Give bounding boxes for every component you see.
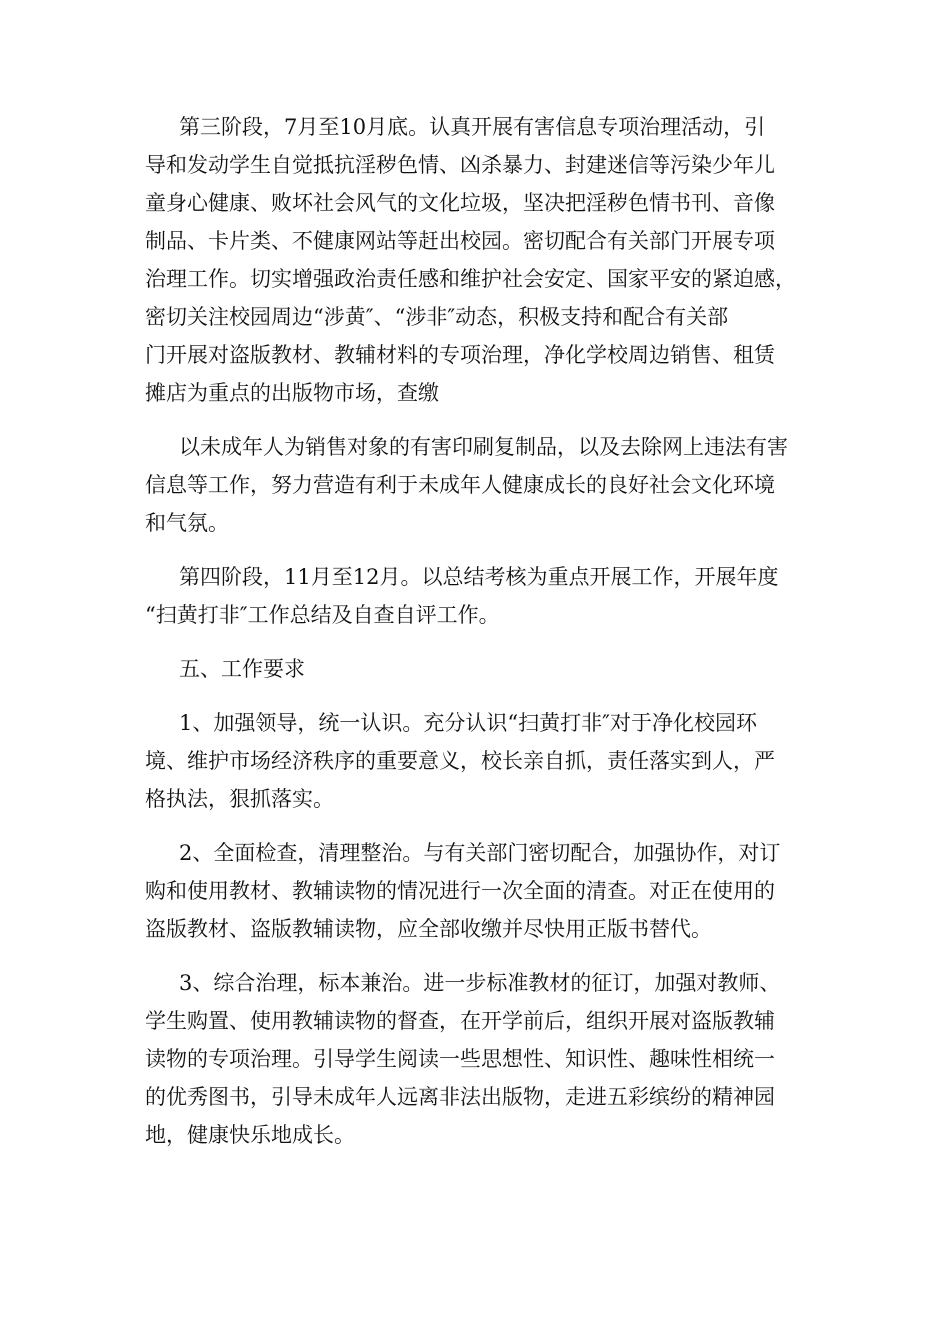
text-line: 3、综合治理，标本兼治。进一步标准教材的征订，加强对教师、 <box>179 971 781 995</box>
text-line: 2、全面检查，清理整治。与有关部门密切配合，加强协作，对订 <box>179 841 781 865</box>
text-line: 制品、卡片类、不健康网站等赶出校园。密切配合有关部门开展专项 <box>145 229 775 253</box>
text-line: 摊店为重点的出版物市场，查缴 <box>145 381 439 405</box>
text-line: 第三阶段，7月至10月底。认真开展有害信息专项治理活动，引 <box>179 115 766 139</box>
text-line: 治理工作。切实增强政治责任感和维护社会安定、国家平安的紧迫感， <box>145 267 796 291</box>
document-body <box>145 108 805 1170</box>
text-line: 的优秀图书，引导未成年人远离非法出版物，走进五彩缤纷的精神园 <box>145 1085 775 1109</box>
text-line: “扫黄打非″工作总结及自查自评工作。 <box>145 603 500 627</box>
text-line: 地，健康快乐地成长。 <box>145 1123 355 1147</box>
paragraph-requirement-1 <box>145 704 805 818</box>
paragraph-stage-four <box>145 558 805 634</box>
text-line: 境、维护市场经济秩序的重要意义，校长亲自抓，责任落实到人，严 <box>145 749 775 773</box>
paragraph-continuation <box>145 428 805 542</box>
text-line: 密切关注校园周边“涉黄″、“涉非″动态，积极支持和配合有关部 <box>145 305 729 329</box>
text-line: 导和发动学生自觉抵抗淫秽色情、凶杀暴力、封建迷信等污染少年儿 <box>145 153 775 177</box>
paragraph-requirement-2 <box>145 834 805 948</box>
text-line: 第四阶段，11月至12月。以总结考核为重点开展工作，开展年度 <box>179 565 779 589</box>
text-line: 和气氛。 <box>145 511 229 535</box>
text-line: 童身心健康、败坏社会风气的文化垃圾，坚决把淫秽色情书刊、音像 <box>145 191 775 215</box>
text-line: 以未成年人为销售对象的有害印刷复制品，以及去除网上违法有害 <box>179 435 788 459</box>
text-line: 门开展对盗版教材、教辅材料的专项治理，净化学校周边销售、租赁 <box>145 343 775 367</box>
text-line: 格执法，狠抓落实。 <box>145 787 334 811</box>
paragraph-stage-three <box>145 108 805 412</box>
text-line: 1、加强领导，统一认识。充分认识“扫黄打非″对于净化校园环 <box>179 711 757 735</box>
text-line: 五、工作要求 <box>179 657 305 681</box>
text-line: 信息等工作，努力营造有利于未成年人健康成长的良好社会文化环境 <box>145 473 775 497</box>
text-line: 读物的专项治理。引导学生阅读一些思想性、知识性、趣味性相统一 <box>145 1047 775 1071</box>
text-line: 学生购置、使用教辅读物的督查，在开学前后，组织开展对盗版教辅 <box>145 1009 775 1033</box>
paragraph-requirement-3 <box>145 964 805 1154</box>
text-line: 盗版教材、盗版教辅读物，应全部收缴并尽快用正版书替代。 <box>145 917 712 941</box>
text-line: 购和使用教材、教辅读物的情况进行一次全面的清查。对正在使用的 <box>145 879 775 903</box>
section-heading-work-requirements <box>145 650 805 688</box>
